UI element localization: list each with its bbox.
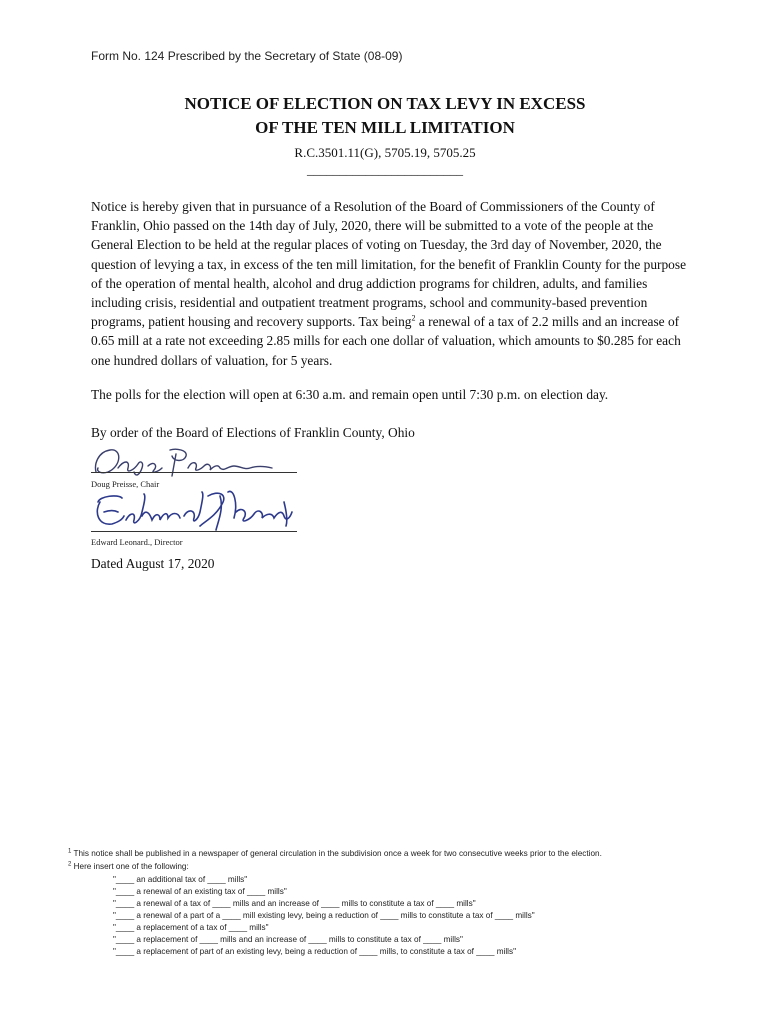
chair-name-caption: Doug Preisse, Chair: [91, 479, 160, 489]
footnote-ref-2: 2: [411, 313, 416, 323]
polls-hours-paragraph: The polls for the election will open at 6:30 a.m. and remain open until 7:30 p.m. on election day.: [91, 387, 609, 402]
footnote-option: "____ a renewal of an existing tax of ____ mills": [113, 887, 287, 896]
footnote-option: "____ a renewal of a part of a ____ mill existing levy, being a reduction of ____ mills to constitute a tax of ____ mills": [113, 911, 535, 920]
footnote-1-mark: 1: [68, 848, 72, 855]
board-order-line: By order of the Board of Elections of Franklin County, Ohio: [91, 425, 415, 440]
notice-title-line-1: NOTICE OF ELECTION ON TAX LEVY IN EXCESS: [184, 94, 586, 113]
form-number-line: Form No. 124 Prescribed by the Secretary of State (08-09): [91, 49, 403, 63]
footnote-option: "____ a replacement of ____ mills and an increase of ____ mills to constitute a tax of ____ mills": [113, 935, 463, 944]
footnote-option: "____ a renewal of a tax of ____ mills and an increase of ____ mills to constitute a tax of ____ mills": [113, 899, 476, 908]
footnote-2-mark: 2: [68, 861, 72, 868]
director-name-caption: Edward Leonard., Director: [91, 537, 183, 547]
director-signature-line: [91, 531, 297, 532]
footnote-2: [68, 862, 189, 871]
footnote-1-text: This notice shall be published in a newspaper of general circulation in the subdivision once a week for two consecutive weeks prior to the election.: [71, 849, 602, 858]
notice-title-line-2: OF THE TEN MILL LIMITATION: [255, 118, 515, 137]
footnote-option: "____ a replacement of a tax of ____ mills": [113, 923, 269, 932]
notice-text-part-2: a renewal of a tax of 2.2 mills and an increase of 0.65 mill at a rate not exceeding 2.85 mills for each one dollar of valuation, which amounts to $0.285 for each one hundred dollars of valuation, for 5 years.: [91, 314, 681, 368]
notice-text-part-1: Notice is hereby given that in pursuance of a Resolution of the Board of Commissioners of the County of Franklin, Ohio passed on the 14th day of July, 2020, there will be submitted to a vote of the people at the General Election to be held at the regular places of voting on Tuesday, the 3rd day of November, 2020, the question of levying a tax, in excess of the ten mill limitation, for the benefit of Franklin County for the purpose of the operation of mental health, alcohol and drug addiction programs for children, adults, and families including crisis, residential and outpatient treatment programs, school and community-based prevention programs, patient housing and recovery supports. Tax being: [91, 199, 687, 330]
footnote-2-text: Here insert one of the following:: [71, 862, 189, 871]
director-signature: [88, 482, 298, 538]
footnote-option: "____ an additional tax of ____ mills": [113, 875, 248, 884]
notice-paragraph: [91, 197, 691, 370]
footnote-1: [68, 849, 602, 858]
footnote-option: "____ a replacement of part of an existing levy, being a reduction of ____ mills, to constitute a tax of ____ mills": [113, 947, 516, 956]
title-rule: ________________________: [307, 162, 463, 177]
dated-line: Dated August 17, 2020: [91, 556, 215, 571]
chair-signature: [88, 442, 278, 480]
chair-signature-line: [91, 472, 297, 473]
statute-references: R.C.3501.11(G), 5705.19, 5705.25: [294, 145, 476, 160]
